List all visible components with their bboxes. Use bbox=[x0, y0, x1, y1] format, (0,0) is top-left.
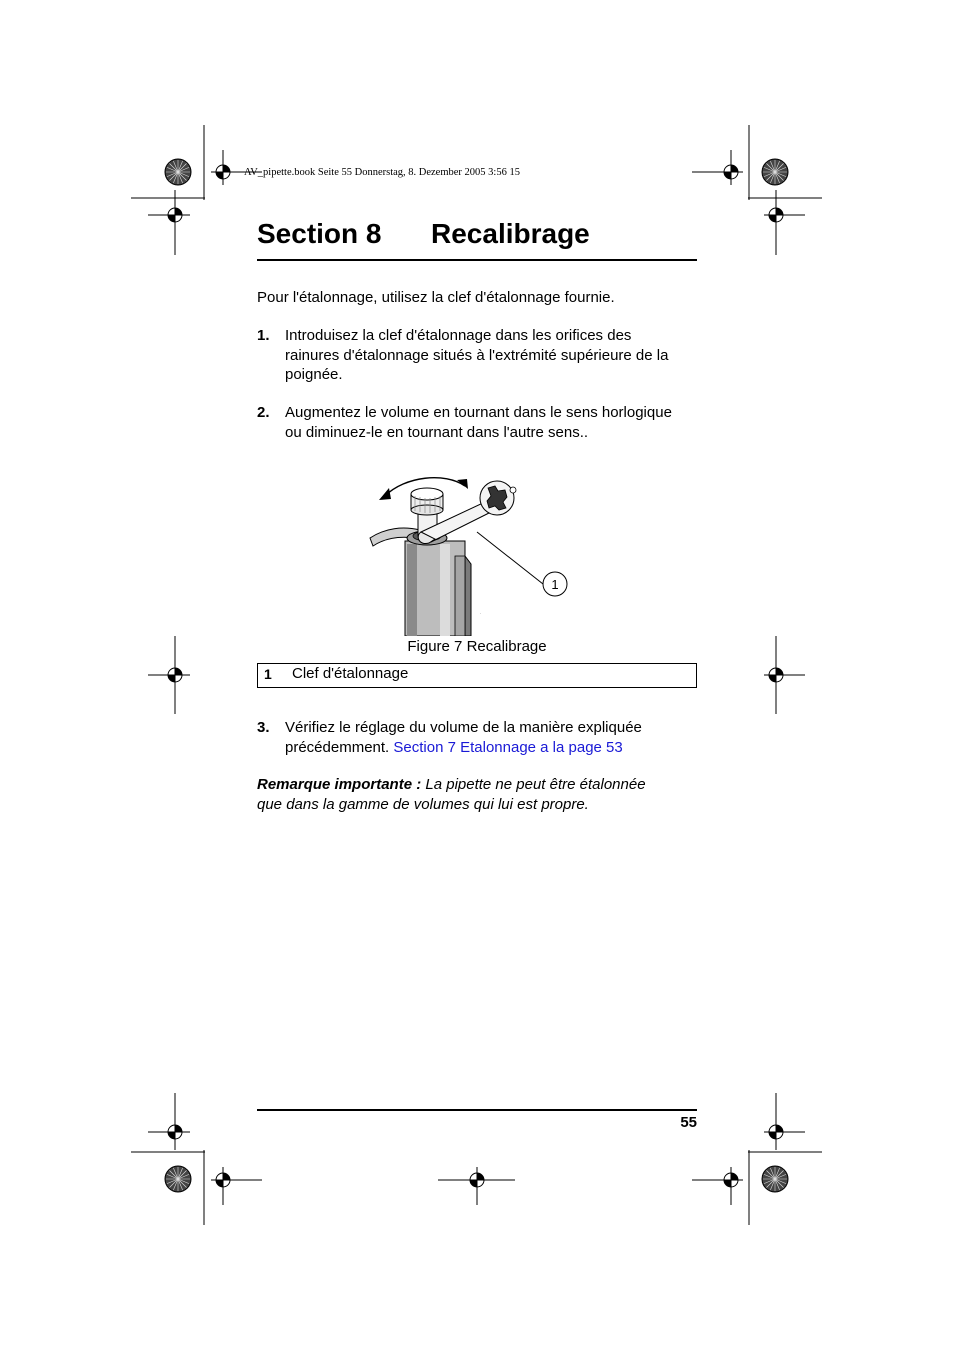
step-text bbox=[285, 718, 705, 757]
section-number: Section 8 bbox=[257, 218, 382, 249]
book-header-info: AV_pipette.book Seite 55 Donnerstag, 8. Dezember 2005 3:56 15 bbox=[244, 167, 520, 178]
step-number: 1. bbox=[257, 327, 270, 344]
legend-text: Clef d'étalonnage bbox=[292, 665, 409, 682]
important-note bbox=[257, 775, 702, 814]
section-heading bbox=[257, 218, 697, 258]
figure-legend-table bbox=[257, 663, 697, 688]
figure-caption: Figure 7 Recalibrage bbox=[407, 638, 547, 655]
callout-number: 1 bbox=[551, 577, 559, 592]
intro-paragraph: Pour l'étalonnage, utilisez la clef d'étalonnage fournie. bbox=[257, 289, 615, 306]
callout-leader-line bbox=[477, 532, 543, 584]
step-line: Augmentez le volume en tournant dans le sens horlogique bbox=[285, 404, 672, 421]
legend-number: 1 bbox=[264, 666, 272, 682]
step-line: Introduisez la clef d'étalonnage dans les orifices des bbox=[285, 327, 632, 344]
note-line bbox=[257, 775, 702, 795]
step-line: poignée. bbox=[285, 366, 343, 383]
step-line: ou diminuez-le en tournant dans l'autre sens.. bbox=[285, 423, 589, 441]
page-number: 55 bbox=[680, 1114, 697, 1131]
svg-text:.: . bbox=[480, 610, 482, 615]
step-line: rainures d'étalonnage situés à l'extrémité supérieure de la bbox=[285, 346, 669, 364]
step-line bbox=[285, 738, 705, 758]
step-line-text: précédemment. bbox=[285, 738, 390, 756]
section-title: Recalibrage bbox=[431, 218, 590, 249]
title-rule bbox=[257, 259, 697, 261]
step-1 bbox=[257, 326, 702, 386]
step-line: Vérifiez le réglage du volume de la manière expliquée bbox=[285, 719, 642, 736]
note-text: que dans la gamme de volumes qui lui est propre. bbox=[257, 795, 589, 813]
step-text bbox=[285, 403, 705, 442]
note-text: La pipette ne peut être étalonnée bbox=[425, 776, 646, 793]
footer-rule bbox=[257, 1109, 697, 1111]
pipette-illustration bbox=[370, 488, 471, 636]
step-text bbox=[285, 326, 705, 385]
step-2 bbox=[257, 403, 702, 443]
recalibration-figure bbox=[365, 466, 595, 636]
step-3 bbox=[257, 718, 702, 758]
step-number: 3. bbox=[257, 719, 270, 736]
step-number: 2. bbox=[257, 404, 270, 421]
cross-reference-link[interactable]: Section 7 Etalonnage a la page 53 bbox=[393, 738, 623, 756]
note-label: Remarque importante : bbox=[257, 776, 422, 793]
